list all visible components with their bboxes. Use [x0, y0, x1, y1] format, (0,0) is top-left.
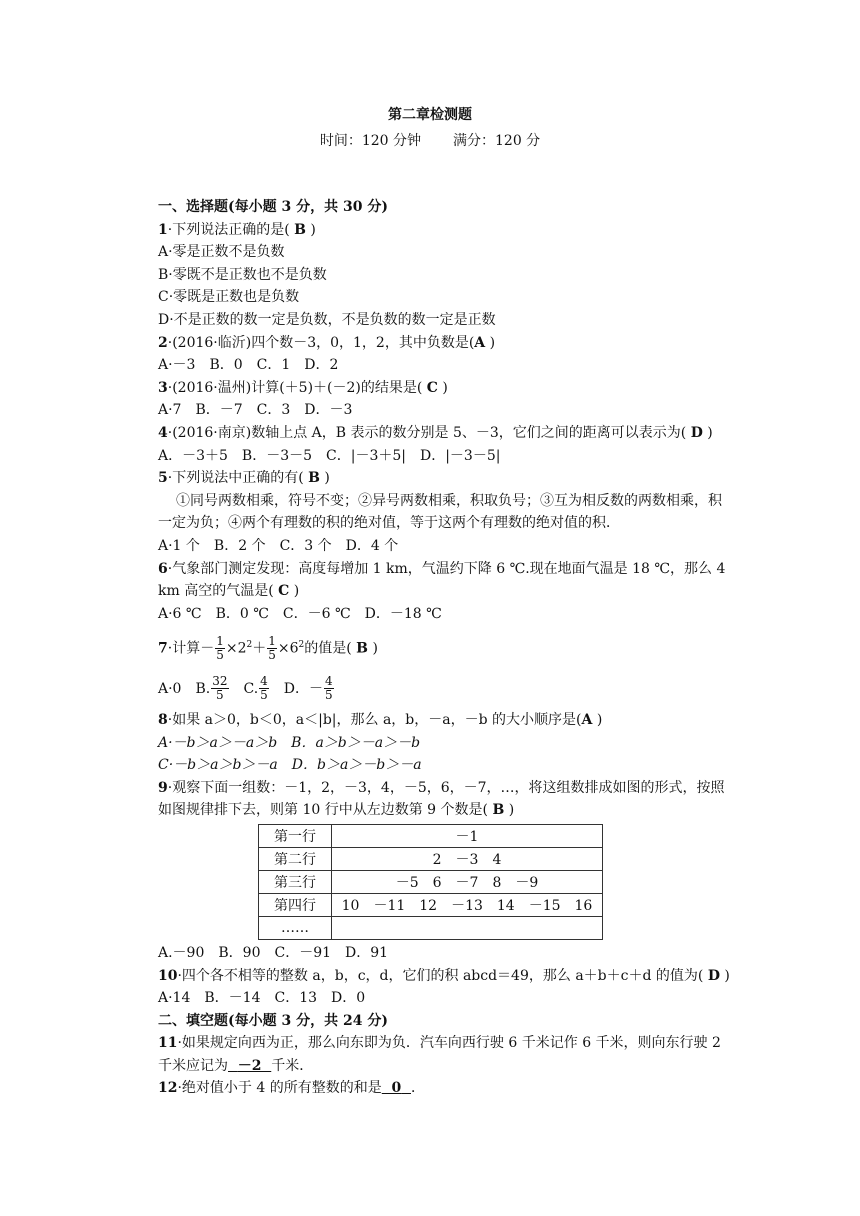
- question-number: 1: [158, 221, 168, 238]
- option-d: D·不是正数的数一定是负数，不是负数的数一定是正数: [158, 311, 496, 328]
- exponent: 2: [298, 640, 305, 651]
- options: A·14 B．－14 C．13 D．0: [158, 990, 366, 1007]
- answer: D: [690, 424, 703, 441]
- fraction: [324, 675, 334, 702]
- question-number: 3: [158, 379, 168, 396]
- fraction: [215, 635, 225, 662]
- question-stem: ·下列说法中正确的有(: [167, 470, 304, 487]
- section-heading: 二、填空题(每小题 3 分，共 24 分): [158, 1012, 388, 1029]
- option-text: C.: [229, 680, 259, 697]
- options: A·－b＞a＞－a＞b B．a＞b＞－a＞－b: [158, 734, 421, 751]
- row-label: ……: [259, 916, 332, 939]
- question-stem: ·(2016·温州)计算(＋5)＋(－2)的结果是(: [167, 379, 423, 396]
- option-c: C·零既是正数也是负数: [158, 289, 300, 306]
- question-stem: ·观察下面一组数：－1，2，－3，4，－5，6，－7，…，将这组数排成如图的形式，按照如图规律排下去，则第 10 行中从左边数第 9 个数是(: [158, 779, 725, 819]
- question-body: ①同号两数相乘，符号不变；②异号两数相乘，积取负号；③互为相反数的两数相乘，积一定为负；④两个有理数的积的绝对值，等于这两个有理数的绝对值的积．: [158, 492, 722, 532]
- question-6: [158, 558, 732, 603]
- page-title: 第二章检测题: [388, 107, 472, 123]
- row-values: －1: [332, 824, 603, 847]
- question-number: 10: [158, 967, 178, 984]
- question-8: [158, 709, 732, 732]
- options: A.－90 B．90 C．－91 D．91: [158, 944, 389, 961]
- options: A·6 ℃ B．0 ℃ C．－6 ℃ D．－18 ℃: [158, 605, 442, 622]
- question-number: 4: [158, 424, 168, 441]
- answer: －2: [237, 1057, 262, 1074]
- row-values: 2 －3 4: [332, 847, 603, 870]
- row-values: 10 －11 12 －13 14 －15 16: [332, 893, 603, 916]
- question-stem-part: 的值是(: [304, 640, 352, 657]
- denominator: 5: [268, 648, 276, 663]
- table-row: [259, 847, 603, 870]
- options: A·7 B．－7 C．3 D．－3: [158, 402, 353, 419]
- options: A·1 个 B．2 个 C．3 个 D．4 个: [158, 537, 399, 554]
- question-close: ): [724, 967, 730, 984]
- document-header: [0, 104, 860, 152]
- question-number: 5: [158, 470, 168, 487]
- row-label: 第一行: [259, 824, 332, 847]
- question-number: 12: [158, 1080, 178, 1097]
- question-3: [158, 377, 732, 400]
- row-label: 第四行: [259, 893, 332, 916]
- question-stem-part: ＋: [252, 640, 267, 657]
- row-values: －5 6 －7 8 －9: [332, 870, 603, 893]
- exponent: 2: [246, 640, 253, 651]
- answer: B: [356, 640, 368, 657]
- question-stem: ·气象部门测定发现：高度每增加 1 km，气温约下降 6 ℃.现在地面气温是 18 ℃，那么 4 km 高空的气温是(: [158, 560, 726, 600]
- question-11: [158, 1032, 732, 1077]
- numerator: 1: [268, 634, 276, 649]
- question-12: [158, 1077, 732, 1100]
- question-stem: ·(2016·南京)数轴上点 A，B 表示的数分别是 5、－3，它们之间的距离可以表示为(: [167, 424, 687, 441]
- question-number: 2: [158, 334, 168, 351]
- question-2: [158, 332, 732, 355]
- numerator: 1: [216, 634, 224, 649]
- options: A·－3 B．0 C．1 D．2: [158, 357, 339, 374]
- numerator: 4: [325, 674, 333, 689]
- row-label: 第三行: [259, 870, 332, 893]
- question-stem-part: ×6: [277, 640, 299, 657]
- question-stem: ·绝对值小于 4 的所有整数的和是: [177, 1080, 382, 1097]
- question-stem: ·如果 a＞0，b＜0，a＜|b|，那么 a，b，－a，－b 的大小顺序是(: [167, 711, 582, 728]
- question-close: 千米．: [271, 1057, 314, 1074]
- answer: D: [707, 967, 720, 984]
- question-4: [158, 422, 732, 445]
- denominator: 5: [216, 648, 224, 663]
- question-stem: ·下列说法正确的是(: [167, 221, 290, 238]
- denominator: 5: [260, 688, 268, 703]
- question-close: ): [707, 424, 713, 441]
- fraction: [267, 635, 277, 662]
- question-stem: ·如果规定向西为正，那么向东即为负．汽车向西行驶 6 千米记作 6 千米，则向东行驶 2 千米应记为: [158, 1035, 721, 1074]
- question-close: ): [310, 221, 316, 238]
- question-9: [158, 777, 732, 822]
- denominator: 5: [325, 688, 333, 703]
- question-stem: ·四个各不相等的整数 a，b，c，d，它们的积 abcd＝49，那么 a＋b＋c＋d 的值为(: [177, 967, 704, 984]
- question-close: ): [596, 711, 603, 728]
- row-label: 第二行: [259, 847, 332, 870]
- fraction: [259, 675, 269, 702]
- question-close: ): [293, 583, 300, 600]
- question-close: ．: [411, 1080, 425, 1097]
- numerator: 32: [212, 674, 228, 689]
- table-row: [259, 893, 603, 916]
- number-pattern-table: [258, 824, 603, 940]
- question-1: [158, 219, 732, 242]
- time-limit: 时间：120 分钟: [319, 133, 421, 149]
- numerator: 4: [260, 674, 268, 689]
- option-text: A·0 B.: [158, 680, 211, 697]
- options: C·－b＞a＞b＞－a D．b＞a＞－b＞－a: [158, 757, 422, 774]
- answer: A: [581, 711, 593, 728]
- answer: C: [426, 379, 438, 396]
- answer-blank: [382, 1080, 411, 1096]
- answer: 0: [391, 1080, 402, 1097]
- option-b: B·零既不是正数也不是负数: [158, 266, 327, 283]
- answer: B: [294, 221, 306, 238]
- question-stem-part: ×2: [225, 640, 247, 657]
- question-number: 11: [158, 1035, 178, 1052]
- question-close: ): [508, 802, 515, 819]
- question-number: 8: [158, 711, 168, 728]
- answer: A: [474, 334, 486, 351]
- table-row: [259, 824, 603, 847]
- question-stem-part: ·计算－: [167, 640, 215, 657]
- table-row: [259, 916, 603, 939]
- answer-blank: [228, 1058, 271, 1074]
- section-heading: 一、选择题(每小题 3 分，共 30 分): [158, 199, 388, 215]
- options: [158, 669, 732, 709]
- question-10: [158, 965, 732, 988]
- question-5: [158, 467, 732, 490]
- exam-meta: [0, 130, 860, 152]
- denominator: 5: [216, 688, 224, 703]
- question-number: 9: [158, 779, 168, 796]
- options: A．－3＋5 B．－3－5 C．|－3＋5| D．|－3－5|: [158, 447, 501, 464]
- answer: B: [308, 470, 320, 487]
- option-a: A·零是正数不是负数: [158, 244, 285, 261]
- row-values: [332, 916, 603, 939]
- option-text: D．－: [269, 680, 324, 697]
- table-row: [259, 870, 603, 893]
- question-number: 7: [158, 640, 168, 657]
- answer: B: [492, 802, 505, 819]
- question-close: ): [372, 640, 378, 657]
- full-score: 满分：120 分: [453, 133, 541, 149]
- question-7: [158, 625, 732, 669]
- answer: C: [278, 583, 290, 600]
- question-number: 6: [158, 560, 168, 577]
- exam-content: [158, 196, 732, 1100]
- question-close: ): [489, 334, 496, 351]
- fraction: [211, 675, 228, 702]
- question-close: ): [324, 470, 330, 487]
- question-stem: ·(2016·临沂)四个数－3，0，1，2，其中负数是(: [167, 334, 475, 351]
- question-close: ): [442, 379, 448, 396]
